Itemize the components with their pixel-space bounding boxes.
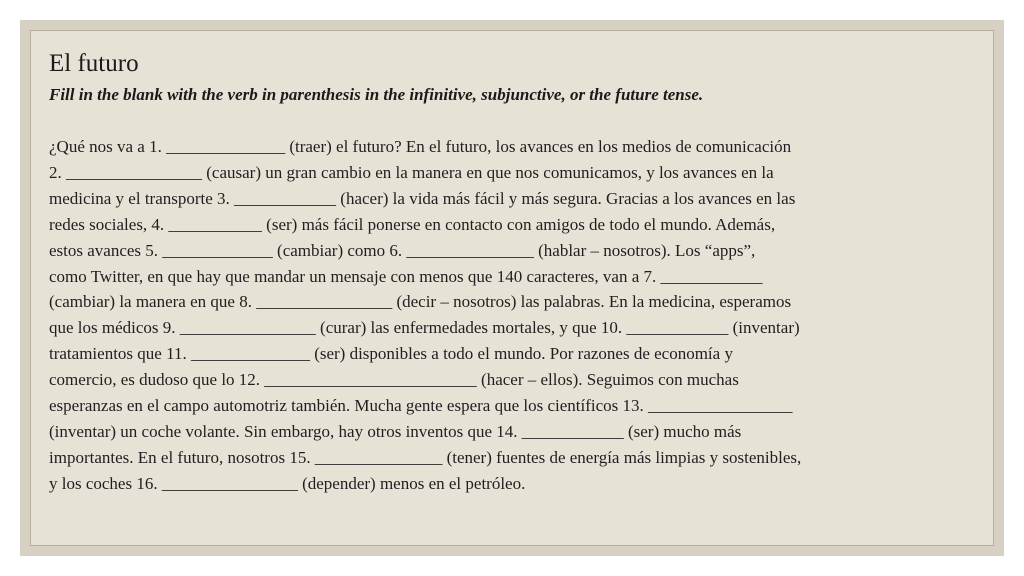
passage-line: importantes. En el futuro, nosotros 15. _______________ (tener) fuentes de energía más limpias y sostenibles,: [49, 447, 802, 467]
instructions: Fill in the blank with the verb in parenthesis in the infinitive, subjunctive, or the future tense.: [49, 85, 704, 104]
passage-line: 2. ________________ (causar) un gran cambio en la manera en que nos comunicamos, y los avances en la: [49, 162, 774, 182]
passage-line: esperanzas en el campo automotriz también. Mucha gente espera que los científicos 13. _________________: [49, 396, 793, 416]
passage-line: (inventar) un coche volante. Sin embargo, hay otros inventos que 14. ____________ (ser) mucho más: [49, 421, 742, 441]
slide-panel: [30, 30, 994, 546]
passage-line: y los coches 16. ________________ (depender) menos en el petróleo.: [49, 473, 526, 493]
passage-line: comercio, es dudoso que lo 12. _________________________ (hacer – ellos). Seguimos con muchas: [49, 370, 739, 390]
slide-frame: [20, 20, 1004, 556]
passage-line: redes sociales, 4. ___________ (ser) más fácil ponerse en contacto con amigos de todo el mundo. Además,: [49, 214, 776, 234]
passage: [49, 134, 801, 497]
passage-line: medicina y el transporte 3. ____________ (hacer) la vida más fácil y más segura. Gracias a los avances en las: [49, 188, 796, 208]
passage-line: como Twitter, en que hay que mandar un mensaje con menos que 140 caracteres, van a 7. ____________: [49, 266, 763, 286]
slide-title: El futuro: [49, 50, 139, 77]
passage-line: (cambiar) la manera en que 8. ________________ (decir – nosotros) las palabras. En la medicina, esperamos: [49, 292, 792, 312]
passage-line: que los médicos 9. ________________ (curar) las enfermedades mortales, y que 10. ____________ (inventar): [49, 318, 800, 338]
passage-line: ¿Qué nos va a 1. ______________ (traer) el futuro? En el futuro, los avances en los medios de comunicación: [49, 137, 792, 156]
passage-line: estos avances 5. _____________ (cambiar) como 6. _______________ (hablar – nosotros). Los “apps”,: [49, 240, 756, 260]
passage-line: tratamientos que 11. ______________ (ser) disponibles a todo el mundo. Por razones de economía y: [49, 344, 733, 364]
